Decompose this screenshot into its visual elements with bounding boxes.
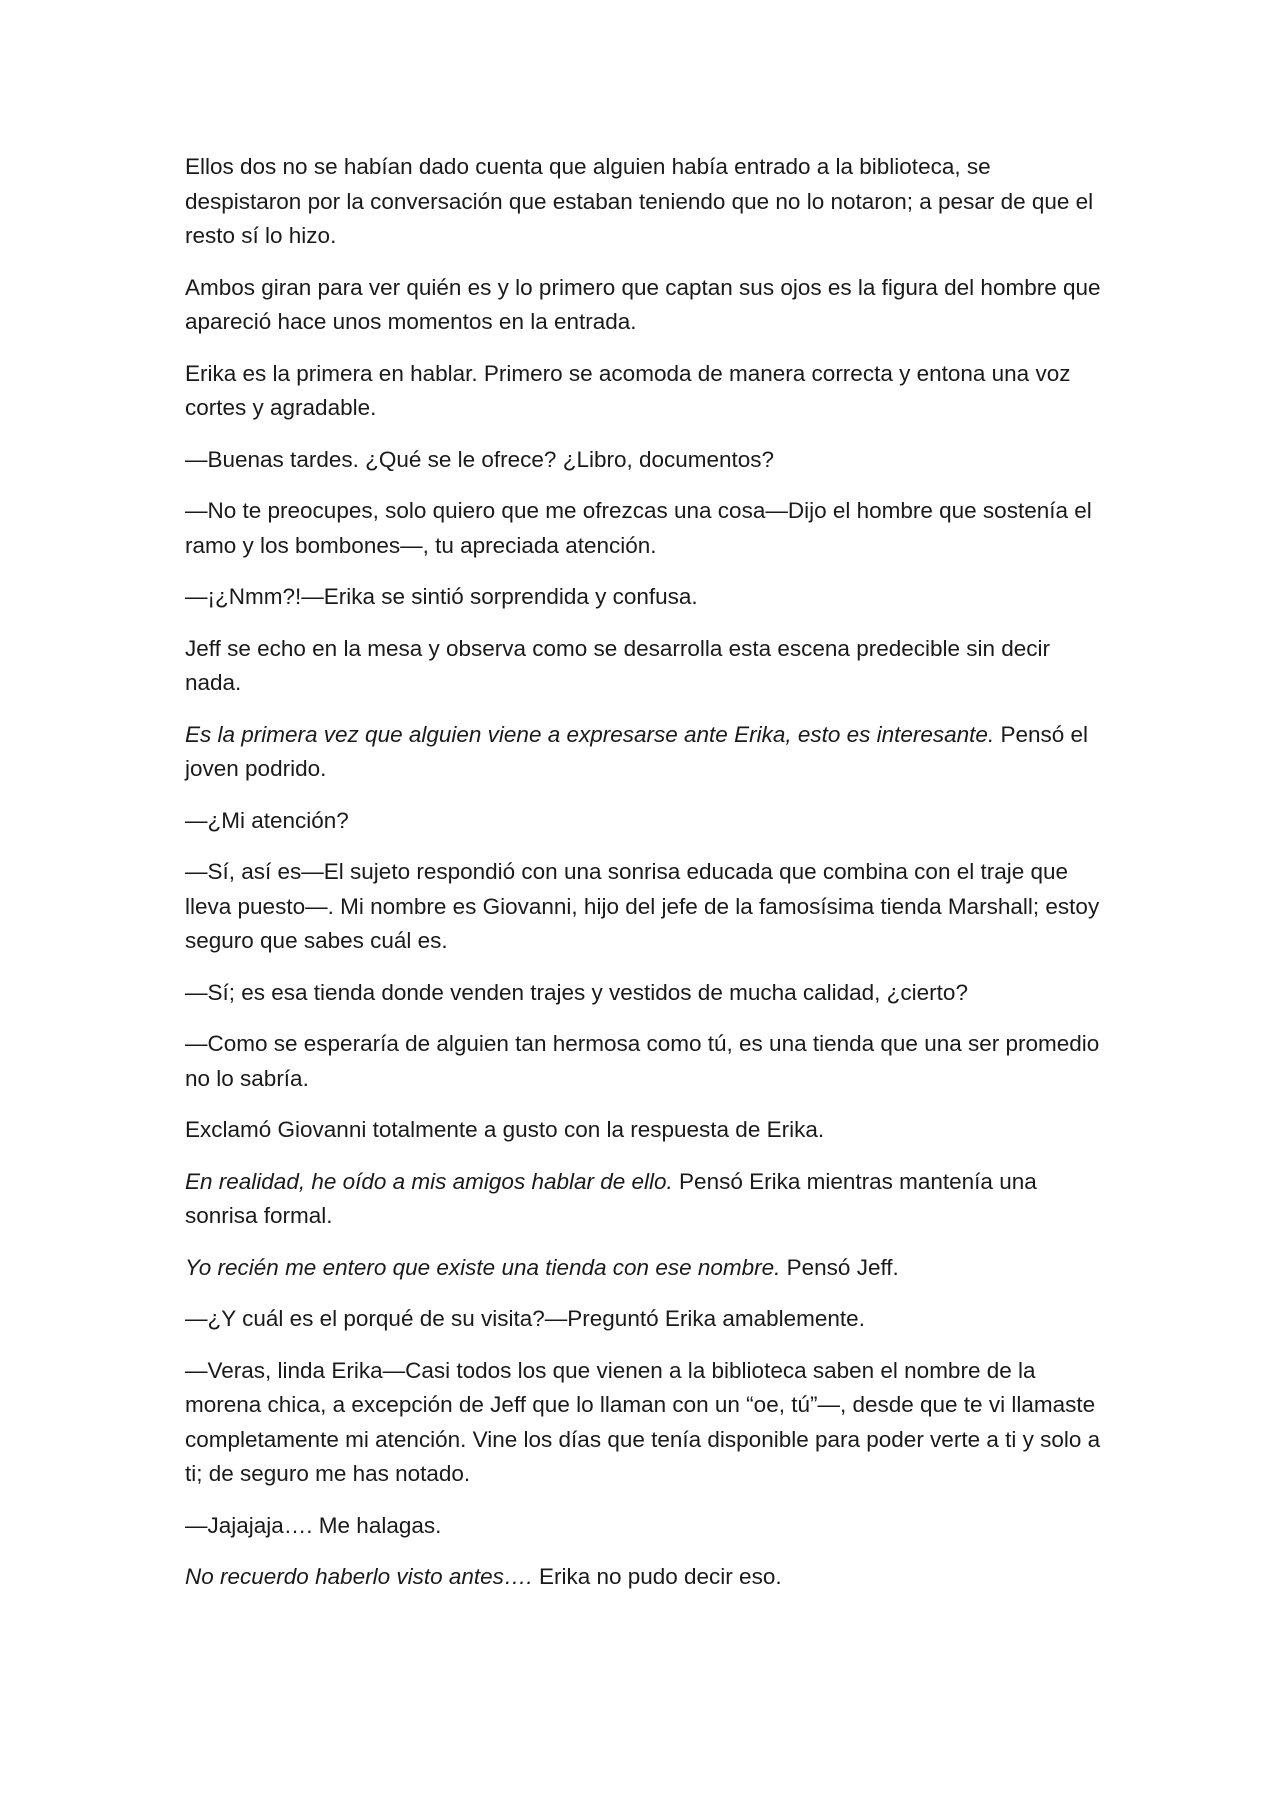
paragraph bbox=[185, 1165, 1110, 1234]
thought-text: Es la primera vez que alguien viene a expresarse ante Erika, esto es interesante. bbox=[185, 721, 995, 747]
paragraph-text: —¡¿Nmm?!—Erika se sintió sorprendida y confusa. bbox=[185, 584, 698, 609]
paragraph-text: —Jajajaja…. Me halagas. bbox=[185, 1512, 442, 1538]
paragraph-text: —¿Mi atención? bbox=[185, 807, 349, 833]
dialogue-line bbox=[185, 443, 1110, 478]
paragraph-text: Pensó Erika mientras mantenía una sonrisa formal. bbox=[185, 1168, 1037, 1228]
paragraph-text: Erika es la primera en hablar. Primero se acomoda de manera correcta y entona una voz cortes y agradable. bbox=[185, 360, 1071, 420]
paragraph-text: —¿Y cuál es el porqué de su visita?—Preguntó Erika amablemente. bbox=[185, 1306, 865, 1331]
paragraph-text: Ellos dos no se habían dado cuenta que alguien había entrado a la biblioteca, se despistaron por la conversación que estaban teniendo que no lo notaron; a pesar de que el resto sí lo hizo. bbox=[185, 154, 1094, 248]
paragraph bbox=[185, 1560, 1110, 1595]
thought-text: En realidad, he oído a mis amigos hablar de ello. bbox=[185, 1168, 673, 1194]
paragraph bbox=[185, 357, 1110, 426]
paragraph-text: Pensó el joven podrido. bbox=[185, 721, 1089, 781]
paragraph-text: Erika no pudo decir eso. bbox=[532, 1564, 782, 1589]
paragraph bbox=[185, 271, 1110, 340]
dialogue-line bbox=[185, 1302, 1110, 1337]
paragraph bbox=[185, 1113, 1110, 1148]
paragraph bbox=[185, 1251, 1110, 1286]
dialogue-line bbox=[185, 804, 1110, 839]
document-page bbox=[185, 150, 1110, 1612]
paragraph-text: —Buenas tardes. ¿Qué se le ofrece? ¿Libro, documentos? bbox=[185, 446, 775, 472]
dialogue-line bbox=[185, 1354, 1110, 1492]
paragraph bbox=[185, 718, 1110, 787]
paragraph-text: —Veras, linda Erika—Casi todos los que vienen a la biblioteca saben el nombre de la morena chica, a excepción de Jeff que lo llaman con un “oe, tú”—, desde que te vi llamaste completamente mi atención. Vine los días que tenía disponible para poder verte a ti y solo a ti; de seguro me has notado. bbox=[185, 1357, 1101, 1486]
dialogue-line bbox=[185, 976, 1110, 1011]
dialogue-line bbox=[185, 494, 1110, 563]
paragraph-text: —Sí; es esa tienda donde venden trajes y vestidos de mucha calidad, ¿cierto? bbox=[185, 979, 968, 1005]
thought-text: Yo recién me entero que existe una tienda con ese nombre. bbox=[185, 1254, 781, 1280]
paragraph-text: Pensó Jeff. bbox=[780, 1254, 899, 1280]
paragraph bbox=[185, 632, 1110, 701]
dialogue-line bbox=[185, 1027, 1110, 1096]
paragraph-text: Jeff se echo en la mesa y observa como se desarrolla esta escena predecible sin decir nada. bbox=[185, 635, 1051, 695]
dialogue-line bbox=[185, 580, 1110, 615]
paragraph-text: Exclamó Giovanni totalmente a gusto con la respuesta de Erika. bbox=[185, 1117, 825, 1142]
paragraph-text: —No te preocupes, solo quiero que me ofrezcas una cosa—Dijo el hombre que sostenía el ramo y los bombones—, tu apreciada atención. bbox=[185, 498, 1092, 558]
thought-text: No recuerdo haberlo visto antes…. bbox=[185, 1564, 533, 1589]
paragraph-text: —Sí, así es—El sujeto respondió con una sonrisa educada que combina con el traje que lleva puesto—. Mi nombre es Giovanni, hijo del jefe de la famosísima tienda Marshall; estoy seguro que sabes cuál es. bbox=[185, 859, 1100, 953]
paragraph-text: —Como se esperaría de alguien tan hermosa como tú, es una tienda que una ser promedio no lo sabría. bbox=[185, 1031, 1100, 1091]
dialogue-line bbox=[185, 855, 1110, 959]
paragraph-text: Ambos giran para ver quién es y lo primero que captan sus ojos es la figura del hombre que apareció hace unos momentos en la entrada. bbox=[185, 274, 1101, 334]
dialogue-line bbox=[185, 1509, 1110, 1544]
paragraph bbox=[185, 150, 1110, 254]
